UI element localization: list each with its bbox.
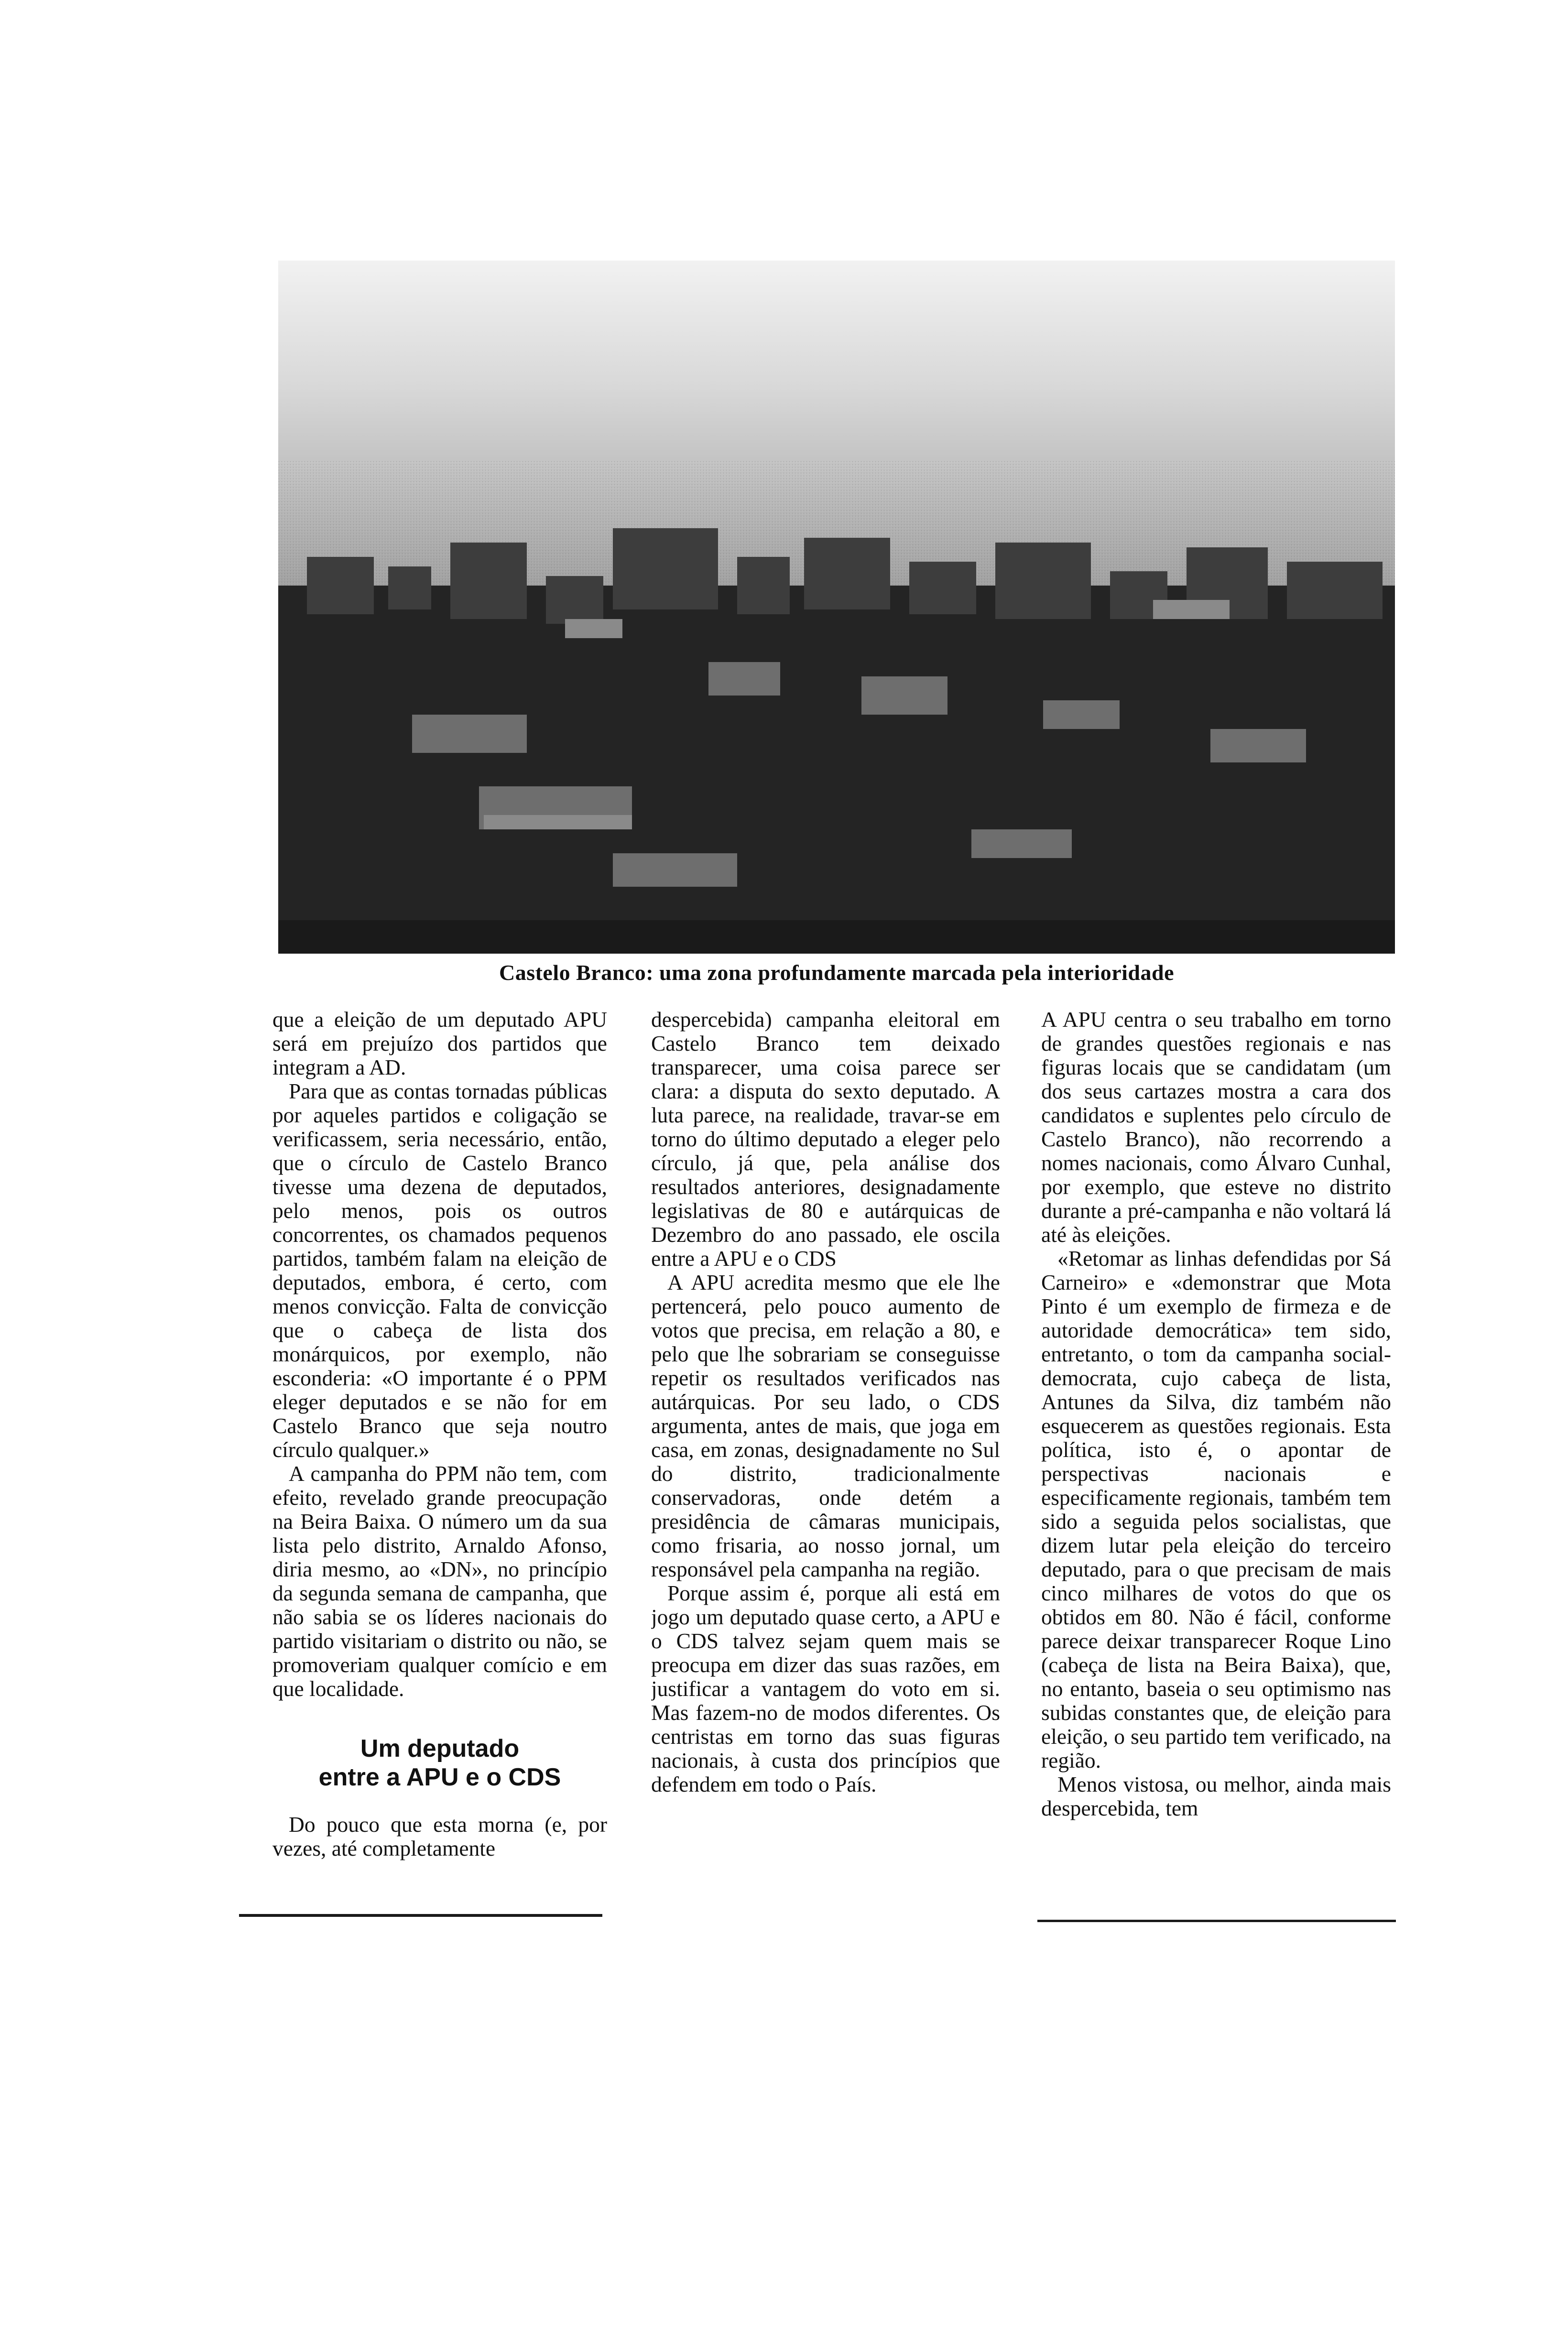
article-column-1 — [272, 1008, 607, 2327]
subheading-line: Um deputado — [360, 1735, 520, 1762]
paragraph: A APU centra o seu trabalho em torno de grandes questões regionais e nas figuras locais que se candidatam (um dos seus cartazes mostra a cara dos candidatos e suplentes pelo círculo de Castelo Branco), não recorrendo a nomes nacionais, como Álvaro Cunhal, por exemplo, que esteve no distrito durante a pré-campanha e não voltará lá até às eleições. — [1041, 1008, 1391, 1247]
column-end-rule — [239, 1914, 602, 1917]
paragraph: «Retomar as linhas defendidas por Sá Carneiro» e «demonstrar que Mota Pinto é um exemplo de firmeza e de autoridade democrática» tem sido, entretanto, o tom da campanha social-democrata, cujo cabeça de lista, Antunes da Silva, diz também não esquecerem as questões regionais. Esta política, isto é, o apontar de perspectivas nacionais e especificamente regionais, também tem sido a seguida pelos socialistas, que dizem lutar pela eleição do terceiro deputado, para o que precisam de mais cinco milhares de votos do que os obtidos em 80. Não é fácil, conforme parece deixar transparecer Roque Lino (cabeça de lista na Beira Baixa), que, no entanto, baseia o seu optimismo nas subidas constantes que, de eleição para eleição, o seu partido tem verificado, na região. — [1041, 1246, 1391, 1772]
paragraph: A APU acredita mesmo que ele lhe pertencerá, pelo pouco aumento de votos que precisa, em relação a 80, e pelo que lhe sobrariam se conseguisse repetir os resultados verificados nas autárquicas. Por seu lado, o CDS argumenta, antes de mais, que joga em casa, em zonas, designadamente no Sul do distrito, tradicionalmente conservadoras, onde detém a presidência de câmaras municipais, como frisaria, ao nosso jornal, um responsável pela campanha na região. — [651, 1270, 1000, 1581]
paragraph: Do pouco que esta morna (e, por vezes, até completamente — [272, 1812, 607, 1860]
paragraph: Para que as contas tornadas públicas por aqueles partidos e coligação se verificassem, seria necessário, então, que o círculo de Castelo Branco tivesse uma dezena de deputados, pelo menos, pois os outros concorrentes, os chamados pequenos partidos, também falam na eleição de deputados, embora, é certo, com menos convicção. Falta de convicção que o cabeça de lista dos monárquicos, por exemplo, não esconderia: «O importante é o PPM eleger deputados e se não for em Castelo Branco que seja noutro círculo qualquer.» — [272, 1079, 607, 1462]
paragraph: A campanha do PPM não tem, com efeito, revelado grande preocupação na Beira Baixa. O número um da sua lista pelo distrito, Arnaldo Afonso, diria mesmo, ao «DN», no princípio da segunda semana de campanha, que não sabia se os líderes nacionais do partido visitariam o distrito ou não, se promoveriam qualquer comício e em que localidade. — [272, 1461, 607, 1701]
paragraph: despercebida) campanha eleitoral em Castelo Branco tem deixado transparecer, uma coisa parece ser clara: a disputa do sexto deputado. A luta parece, na realidade, travar-se em torno do último deputado a eleger pelo círculo, já que, pela análise dos resultados anteriores, designadamente legislativas de 80 e autárquicas de Dezembro do ano passado, ele oscila entre a APU e o CDS — [651, 1008, 1000, 1271]
cityscape-photo — [278, 194, 1395, 954]
subheading-line: entre a APU e o CDS — [318, 1763, 561, 1791]
paragraph: Menos vistosa, ou melhor, ainda mais despercebida, tem — [1041, 1772, 1391, 1820]
paragraph: Porque assim é, porque ali está em jogo um deputado quase certo, a APU e o CDS talvez sejam quem mais se preocupa em dizer das suas razões, em justificar a vantagem do voto em si. Mas fazem-no de modos diferentes. Os centristas em torno das suas figuras nacionais, à custa dos princípios que defendem em todo o País. — [651, 1581, 1000, 1796]
cityscape-illustration — [278, 194, 1395, 954]
section-subheading — [272, 1734, 607, 1792]
column-end-rule — [1037, 1920, 1396, 1922]
photo-caption: Castelo Branco: uma zona profundamente marcada pela interioridade — [499, 960, 1174, 985]
paragraph: que a eleição de um deputado APU será em prejuízo dos partidos que integram a AD. — [272, 1008, 607, 1079]
article-column-3 — [1041, 1008, 1391, 2327]
article-column-2 — [651, 1008, 1000, 2327]
